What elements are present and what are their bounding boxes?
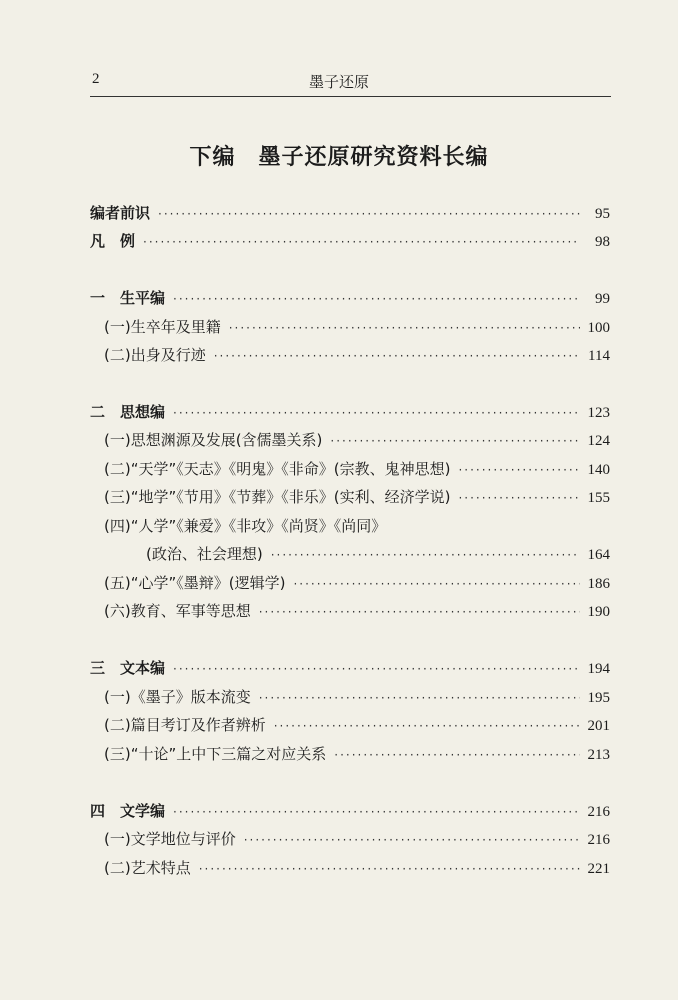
toc-entry-title: (二)篇目考订及作者辨析 — [104, 716, 266, 734]
toc-page-number: 123 — [587, 405, 610, 421]
toc-entry-title: 三 文本编 — [90, 659, 166, 677]
toc-page-number: 98 — [595, 234, 610, 250]
toc-page-number: 216 — [587, 804, 610, 820]
toc-page-number: 186 — [587, 576, 610, 592]
toc-entry-2-4-continued[interactable] — [146, 543, 610, 565]
toc-entry-chapter-4[interactable] — [90, 800, 610, 822]
toc-entry-chapter-2[interactable] — [90, 401, 610, 423]
toc-page-number: 201 — [587, 718, 610, 734]
leader-dots — [293, 577, 580, 591]
toc-page-number: 140 — [587, 462, 610, 478]
toc-entry-title: (一)思想渊源及发展(含儒墨关系) — [104, 431, 323, 449]
toc-page-number: 124 — [587, 433, 610, 449]
toc-page-number: 99 — [595, 291, 610, 307]
leader-dots — [199, 862, 580, 876]
toc-entry-title: 凡 例 — [90, 232, 136, 250]
leader-dots — [259, 691, 580, 705]
toc-entry-chapter-1[interactable] — [90, 287, 610, 309]
leader-dots — [244, 833, 580, 847]
leader-dots — [173, 805, 580, 819]
toc-entry-title: (政治、社会理想) — [146, 545, 263, 563]
running-head-title: 墨子还原 — [308, 73, 369, 91]
toc-entry-title: 四 文学编 — [90, 802, 166, 820]
leader-dots — [259, 605, 580, 619]
leader-dots — [173, 406, 580, 420]
toc-entry-title: 二 思想编 — [90, 403, 166, 421]
toc-entry-title: (一)文学地位与评价 — [104, 830, 236, 848]
toc-entry-title: (一)《墨子》版本流变 — [104, 688, 251, 706]
toc-entry-2-6[interactable] — [104, 600, 610, 622]
toc-entry-title: 一 生平编 — [90, 289, 166, 307]
toc-entry-2-1[interactable] — [104, 429, 610, 451]
leader-dots — [334, 748, 580, 762]
toc-entry-1-1[interactable] — [104, 316, 610, 338]
toc-entry-3-1[interactable] — [104, 686, 610, 708]
toc-page-number: 114 — [588, 348, 610, 364]
toc-entry-title: (一)生卒年及里籍 — [104, 318, 221, 336]
toc-page-number: 155 — [587, 490, 610, 506]
toc-entry-title: (二)艺术特点 — [104, 859, 191, 877]
toc-page-number: 213 — [587, 747, 610, 763]
toc-entry-4-2[interactable] — [104, 857, 610, 879]
leader-dots — [158, 207, 580, 221]
toc-entry-title: (二)出身及行迹 — [104, 346, 206, 364]
toc-page-number: 95 — [595, 206, 610, 222]
leader-dots — [458, 463, 580, 477]
toc-entry-title: (五)“心学”《墨辩》(逻辑学) — [104, 574, 286, 592]
toc-entry-1-2[interactable] — [104, 344, 610, 366]
toc-page-number: 100 — [587, 320, 610, 336]
page-number: 2 — [92, 71, 100, 87]
leader-dots — [173, 292, 580, 306]
toc-entry-2-4[interactable] — [104, 515, 610, 537]
toc-page-number: 216 — [587, 832, 610, 848]
toc-entry-chapter-3[interactable] — [90, 657, 610, 679]
toc-entry-title: (六)教育、军事等思想 — [104, 602, 251, 620]
toc-entry-notes[interactable] — [90, 230, 610, 252]
leader-dots — [274, 719, 580, 733]
toc-page-number: 164 — [587, 547, 610, 563]
leader-dots — [143, 235, 580, 249]
toc-entry-title: (四)“人学”《兼爱》《非攻》《尚贤》《尚同》 — [104, 517, 387, 535]
toc-entry-title: 编者前识 — [90, 204, 151, 222]
toc-entry-4-1[interactable] — [104, 828, 610, 850]
toc-entry-2-5[interactable] — [104, 572, 610, 594]
leader-dots — [214, 349, 580, 363]
toc-entry-3-2[interactable] — [104, 714, 610, 736]
toc-page-number: 195 — [587, 690, 610, 706]
toc-page-number: 221 — [587, 861, 610, 877]
toc-entry-2-2[interactable] — [104, 458, 610, 480]
toc-entry-title: (二)“天学”《天志》《明鬼》《非命》(宗教、鬼神思想) — [104, 460, 451, 478]
leader-dots — [173, 662, 580, 676]
leader-dots — [458, 491, 580, 505]
leader-dots — [229, 321, 580, 335]
toc-entry-3-3[interactable] — [104, 743, 610, 765]
toc-entry-2-3[interactable] — [104, 486, 610, 508]
toc-entry-preface[interactable] — [90, 202, 610, 224]
leader-dots — [330, 434, 580, 448]
toc-page-number: 194 — [587, 661, 610, 677]
section-title: 下编 墨子还原研究资料长编 — [189, 145, 489, 170]
toc-page-number: 190 — [587, 604, 610, 620]
toc-entry-title: (三)“十论”上中下三篇之对应关系 — [104, 745, 327, 763]
leader-dots — [271, 548, 580, 562]
toc-entry-title: (三)“地学”《节用》《节葬》《非乐》(实利、经济学说) — [104, 488, 451, 506]
